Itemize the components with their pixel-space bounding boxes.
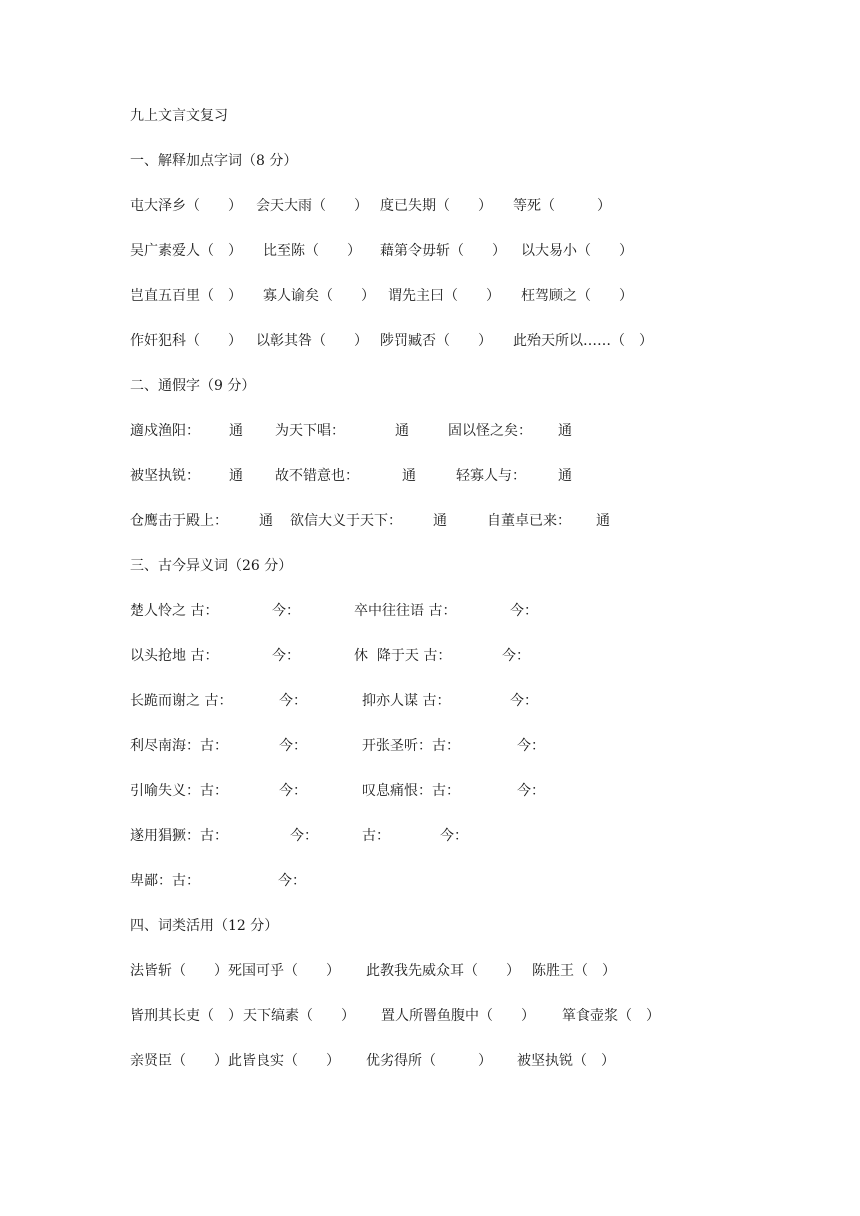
title-text: 九上文言文复习 xyxy=(130,108,228,124)
jin-label: 今： xyxy=(279,693,307,709)
jin-label: 今： xyxy=(272,603,300,619)
question-item: 此殆天所以……（ ） xyxy=(513,333,653,349)
question-item: 遂用猖獗：古： xyxy=(130,828,228,844)
question-item: 法皆斩（ ） xyxy=(130,963,228,979)
question-item: 被坚执锐： xyxy=(130,468,200,484)
question-item: 比至陈（ ） xyxy=(263,243,361,259)
tong-label: 通 xyxy=(558,468,572,484)
question-item: 谓先主曰（ ） xyxy=(388,288,500,304)
jin-label: 今： xyxy=(510,603,538,619)
question-item: 死国可乎（ ） xyxy=(228,963,340,979)
question-item: 轻寡人与： xyxy=(456,468,526,484)
question-item: 度已失期（ ） xyxy=(380,198,492,214)
tong-label: 通 xyxy=(596,513,610,529)
question-item: 皆刑其长吏（ ） xyxy=(130,1008,242,1024)
section-4-heading: 四、词类活用（12 分） xyxy=(130,918,279,934)
jin-label: 今： xyxy=(440,828,468,844)
question-item: 寡人谕矣（ ） xyxy=(263,288,375,304)
question-item: 吴广素爱人（ ） xyxy=(130,243,242,259)
question-item: 休 降于天 古： xyxy=(354,648,452,664)
question-item: 亲贤臣（ ） xyxy=(130,1053,228,1069)
question-item: 置人所罾鱼腹中（ ） xyxy=(381,1008,535,1024)
tong-label: 通 xyxy=(229,468,243,484)
question-item: 仓鹰击于殿上： xyxy=(130,513,228,529)
question-item: 引喻失义：古： xyxy=(130,783,228,799)
section-1-heading: 一、解释加点字词（8 分） xyxy=(130,153,298,169)
question-item: 卒中往往语 古： xyxy=(354,603,457,619)
tong-label: 通 xyxy=(259,513,273,529)
gu-label: 古： xyxy=(362,828,390,844)
jin-label: 今： xyxy=(502,648,530,664)
question-item: 岂直五百里（ ） xyxy=(130,288,242,304)
question-item: 自董卓已来： xyxy=(487,513,571,529)
jin-label: 今： xyxy=(510,693,538,709)
question-item: 故不错意也： xyxy=(275,468,359,484)
section-3-heading: 三、古今异义词（26 分） xyxy=(130,558,293,574)
question-item: 抑亦人谋 古： xyxy=(362,693,451,709)
question-item: 陈胜王（ ） xyxy=(532,963,616,979)
question-item: 陟罚臧否（ ） xyxy=(380,333,492,349)
question-item: 枉驾顾之（ ） xyxy=(521,288,633,304)
question-item: 等死（ ） xyxy=(513,198,611,214)
question-item: 此皆良实（ ） xyxy=(228,1053,340,1069)
question-item: 叹息痛恨：古： xyxy=(362,783,460,799)
tong-label: 通 xyxy=(229,423,243,439)
jin-label: 今： xyxy=(279,783,307,799)
question-item: 屯大泽乡（ ） xyxy=(130,198,242,214)
question-item: 楚人怜之 古： xyxy=(130,603,219,619)
question-item: 优劣得所（ ） xyxy=(366,1053,492,1069)
question-item: 箪食壶浆（ ） xyxy=(562,1008,660,1024)
jin-label: 今： xyxy=(290,828,318,844)
section-2-heading: 二、通假字（9 分） xyxy=(130,378,256,394)
jin-label: 今： xyxy=(272,648,300,664)
question-item: 卑鄙：古： xyxy=(130,873,200,889)
question-item: 作奸犯科（ ） xyxy=(130,333,242,349)
question-item: 开张圣听：古： xyxy=(362,738,460,754)
question-item: 天下缟素（ ） xyxy=(243,1008,355,1024)
question-item: 利尽南海：古： xyxy=(130,738,228,754)
question-item: 適戍渔阳： xyxy=(130,423,200,439)
question-item: 以大易小（ ） xyxy=(521,243,633,259)
question-item: 长跪而谢之 古： xyxy=(130,693,233,709)
question-item: 欲信大义于天下： xyxy=(290,513,402,529)
jin-label: 今： xyxy=(517,738,545,754)
tong-label: 通 xyxy=(433,513,447,529)
question-item: 以头抢地 古： xyxy=(130,648,219,664)
tong-label: 通 xyxy=(395,423,409,439)
question-item: 藉第令毋斩（ ） xyxy=(380,243,506,259)
question-item: 以彰其咎（ ） xyxy=(256,333,368,349)
question-item: 为天下唱： xyxy=(275,423,345,439)
question-item: 此教我先威众耳（ ） xyxy=(366,963,520,979)
tong-label: 通 xyxy=(558,423,572,439)
jin-label: 今： xyxy=(279,738,307,754)
question-item: 固以怪之矣： xyxy=(448,423,532,439)
tong-label: 通 xyxy=(402,468,416,484)
jin-label: 今： xyxy=(278,873,306,889)
question-item: 被坚执锐（ ） xyxy=(517,1053,615,1069)
jin-label: 今： xyxy=(517,783,545,799)
question-item: 会天大雨（ ） xyxy=(256,198,368,214)
